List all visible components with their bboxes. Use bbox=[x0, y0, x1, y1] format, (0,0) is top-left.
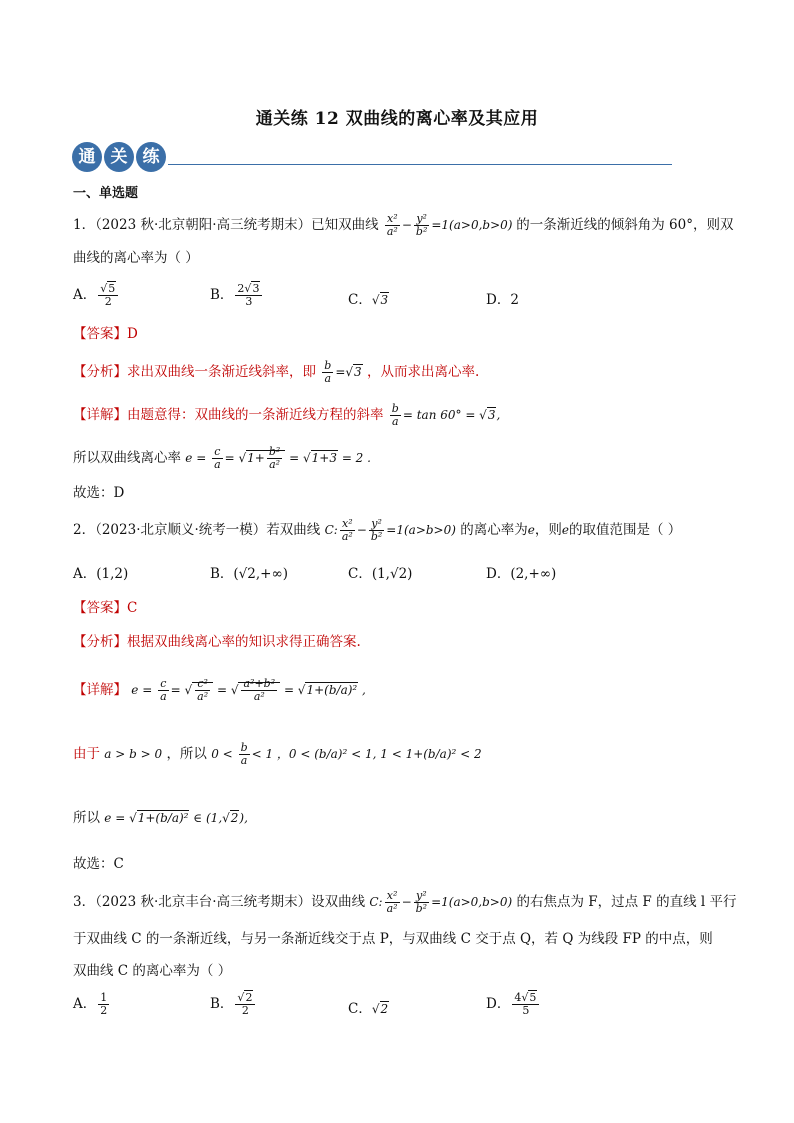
q1-answer: 【答案】D bbox=[73, 326, 138, 342]
banner-char-3: 练 bbox=[136, 142, 166, 172]
q2-option-b: B．(√2,+∞) bbox=[210, 566, 288, 582]
q2-detail-line2: 由于 a > b > 0 ，所以 0 < $\frac{b}{a}$ < 1 ，0 < (b/a)² < 1, 1 < 1+(b/a)² < 2 bbox=[73, 741, 482, 767]
q1-stem-line1: 1．（2023 秋·北京朝阳·高三统考期末）已知双曲线 $\frac{\text{x²}}{\text{a²}}$ − $\frac{\text{y²}}{\text{b²}}$ =1(a>0,b>0) 的一条渐近线的倾斜角为 60°，则双 bbox=[73, 212, 734, 238]
q1-hyperbola-eq: $\frac{\text{x²}}{\text{a²}}$ − $\frac{\text{y²}}{\text{b²}}$ =1(a>0,b>0) bbox=[386, 212, 517, 238]
q1-detail-line2: 所以双曲线离心率 e = $\frac{c}{a}$ = √1+ $\frac{\text{b²}}{\text{a²}}$ = √1+3 = 2 . bbox=[73, 445, 371, 471]
q1-option-d: D．2 bbox=[486, 292, 519, 308]
banner-char-1: 通 bbox=[72, 142, 102, 172]
q3-option-a: A． $\frac{1}{2}$ bbox=[73, 991, 108, 1017]
q2-detail-line3: 所以 e = √1+(b/a)² ∈ (1,√2), bbox=[73, 810, 248, 826]
q1-detail: 【详解】由题意得：双曲线的一条渐近线方程的斜率 $\frac{b}{a}$ = tan 60° = √3, bbox=[73, 402, 501, 428]
section-heading: 一、单选题 bbox=[73, 186, 139, 201]
q3-stem-line1: 3．（2023 秋·北京丰台·高三统考期末）设双曲线 C: $\frac{\text{x²}}{\text{a²}}$ − $\frac{\text{y²}}{\text{b²}}$ =1(a>0,b>0) 的右焦点为 F，过点 F 的直线 l 平行 bbox=[73, 889, 737, 915]
q3-stem-line2: 于双曲线 C 的一条渐近线，与另一条渐近线交于点 P，与双曲线 C 交于点 Q，若 Q 为线段 FP 的中点，则 bbox=[73, 931, 713, 947]
q3-option-c: C．√2 bbox=[348, 1001, 389, 1017]
q1-option-a: A． $\frac{√5}{2}$ bbox=[73, 283, 120, 308]
page-title: 通关练 12 双曲线的离心率及其应用 bbox=[255, 109, 539, 129]
q2-option-a: A．(1,2) bbox=[73, 566, 129, 582]
q1-option-b: B． $\frac{2√3}{3}$ bbox=[210, 283, 264, 308]
q2-analysis: 【分析】根据双曲线离心率的知识求得正确答案. bbox=[73, 634, 361, 650]
q1-option-c: C．√3 bbox=[348, 292, 389, 308]
q2-choose: 故选：C bbox=[73, 856, 124, 872]
section-banner bbox=[72, 142, 672, 176]
q2-detail: 【详解】 e = $\frac{c}{a}$ = √ $\frac{\text{c²}}{\text{a²}}$ = √ $\frac{\text{a²+b²}}{\text{a²}}$ = √1+(b/a)² , bbox=[73, 677, 366, 703]
q2-stem: 2．（2023·北京顺义·统考一模）若双曲线 C: $\frac{\text{x²}}{\text{a²}}$ − $\frac{\text{y²}}{\text{b²}}$ =1(a>b>0) 的离心率为e，则e的取值范围是（ ） bbox=[73, 517, 682, 543]
banner-char-2: 关 bbox=[104, 142, 134, 172]
q1-analysis: 【分析】求出双曲线一条渐近线斜率，即 $\frac{b}{a}$ =√3 ，从而求出离心率. bbox=[73, 359, 480, 385]
q3-option-b: B． $\frac{√2}{2}$ bbox=[210, 992, 257, 1017]
q2-answer: 【答案】C bbox=[73, 600, 138, 616]
banner-rule bbox=[168, 164, 672, 165]
q2-option-c: C．(1,√2) bbox=[348, 566, 413, 582]
q3-stem-line3: 双曲线 C 的离心率为（ ） bbox=[73, 963, 232, 979]
q2-option-d: D．(2,+∞) bbox=[486, 566, 557, 582]
q3-option-d: D． $\frac{4√5}{5}$ bbox=[486, 992, 541, 1017]
q1-choose: 故选：D bbox=[73, 485, 125, 501]
q1-stem-line2: 曲线的离心率为（ ） bbox=[73, 250, 199, 266]
